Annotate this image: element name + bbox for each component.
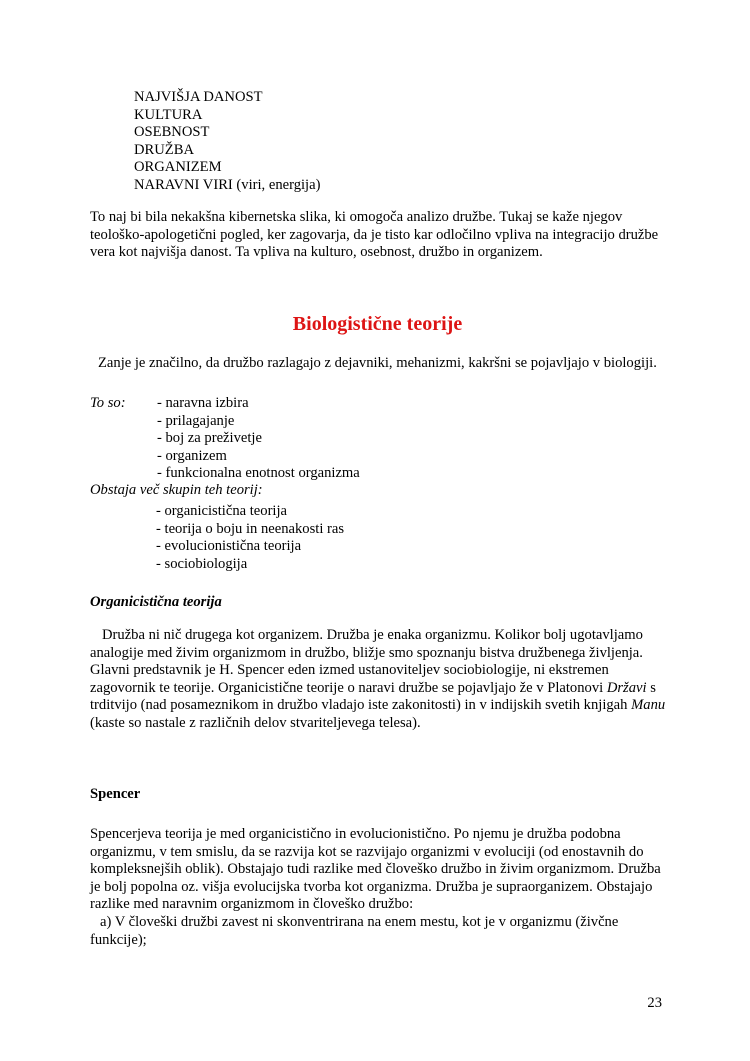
list-item: - organizem xyxy=(157,447,227,464)
scheme-item: KULTURA xyxy=(134,106,203,123)
groups-list xyxy=(156,503,344,573)
list-item: - funkcionalna enotnost organizma xyxy=(157,465,360,482)
list-item: - evolucionistična teorija xyxy=(156,538,302,555)
list-item: - sociobiologija xyxy=(156,555,248,572)
to-so-label: To so: xyxy=(90,395,126,411)
spencer-heading: Spencer xyxy=(90,786,141,802)
book-title-manu: Manu xyxy=(631,697,666,714)
paragraph-text: (kaste so nastale z različnih delov stvariteljevega telesa). xyxy=(90,714,421,731)
groups-label: Obstaja več skupin teh teorij: xyxy=(90,482,263,498)
list-item: - teorija o boju in neenakosti ras xyxy=(156,520,345,537)
scheme-item: OSEBNOST xyxy=(134,124,210,141)
list-item: - organicistična teorija xyxy=(156,503,288,519)
paragraph-text: s trditvijo (nad posameznikom in družbo vladajo iste zakonitosti) in v indijskih svetih knjigah xyxy=(90,679,656,714)
scheme-item: DRUŽBA xyxy=(134,141,194,158)
section-title: Biologistične teorije xyxy=(292,313,463,335)
organicistic-theory-paragraph xyxy=(90,627,668,733)
to-so-list xyxy=(90,395,668,483)
scheme-item: NARAVNI VIRI (viri, energija) xyxy=(134,176,321,193)
spencer-item-a: a) V človeški družbi zavest ni skonventrirana na enem mestu, kot je v organizmu (živčne funkcije); xyxy=(90,913,619,948)
page-number: 23 xyxy=(647,995,662,1011)
paragraph-text: Družba ni nič drugega kot organizem. Družba je enaka organizmu. Kolikor bolj ugotavljamo analogije med živim organizmom in družbo, bližje smo spoznanju bistva družbenega življenja. Glavni predstavnik je H. Spencer eden izmed ustanoviteljev sociobiologije, ni ekstremen zagovornik te teorije. Organicistične teorije o naravi družbe se pojavljajo že v Platonovi xyxy=(90,627,643,696)
spencer-section xyxy=(90,826,668,949)
scheme-item: ORGANIZEM xyxy=(134,159,222,176)
list-item: - naravna izbira xyxy=(157,395,249,411)
cybernetic-scheme-list xyxy=(134,89,320,195)
scheme-item: NAJVIŠJA DANOST xyxy=(134,89,263,105)
lead-paragraph: Zanje je značilno, da družbo razlagajo z dejavniki, mehanizmi, kakršni se pojavljajo v biologiji. xyxy=(98,355,657,371)
spencer-paragraph: Spencerjeva teorija je med organicistično in evolucionistično. Po njemu je družba podobna organizmu, v tem smislu, da se razvija kot se razvijajo organizmi v evoluciji (od enostavnih do kompleksnejših oblik). Obstajajo tudi razlike med človeško družbo in živim organizmom. Družba je bolj popolna oz. višja evolucijska tvorba kot organizma. Družba je supraorganizem. Obstajajo razlike med naravnim organizmom in človeško družbo: xyxy=(90,826,661,913)
book-title-drzavi: Državi xyxy=(606,679,647,696)
to-so-items xyxy=(157,395,668,483)
organicistic-theory-heading: Organicistična teorija xyxy=(90,594,222,610)
intro-paragraph: To naj bi bila nekakšna kibernetska slika, ki omogoča analizo družbe. Tukaj se kaže njegov teološko-apologetični pogled, ker zagovarja, da je tisto kar odločilno vpliva na integracijo družbe vera kot najvišja danost. Ta vpliva na kulturo, osebnost, družbo in organizem. xyxy=(90,209,659,261)
list-item: - prilagajanje xyxy=(157,412,235,429)
list-item: - boj za preživetje xyxy=(157,430,262,447)
